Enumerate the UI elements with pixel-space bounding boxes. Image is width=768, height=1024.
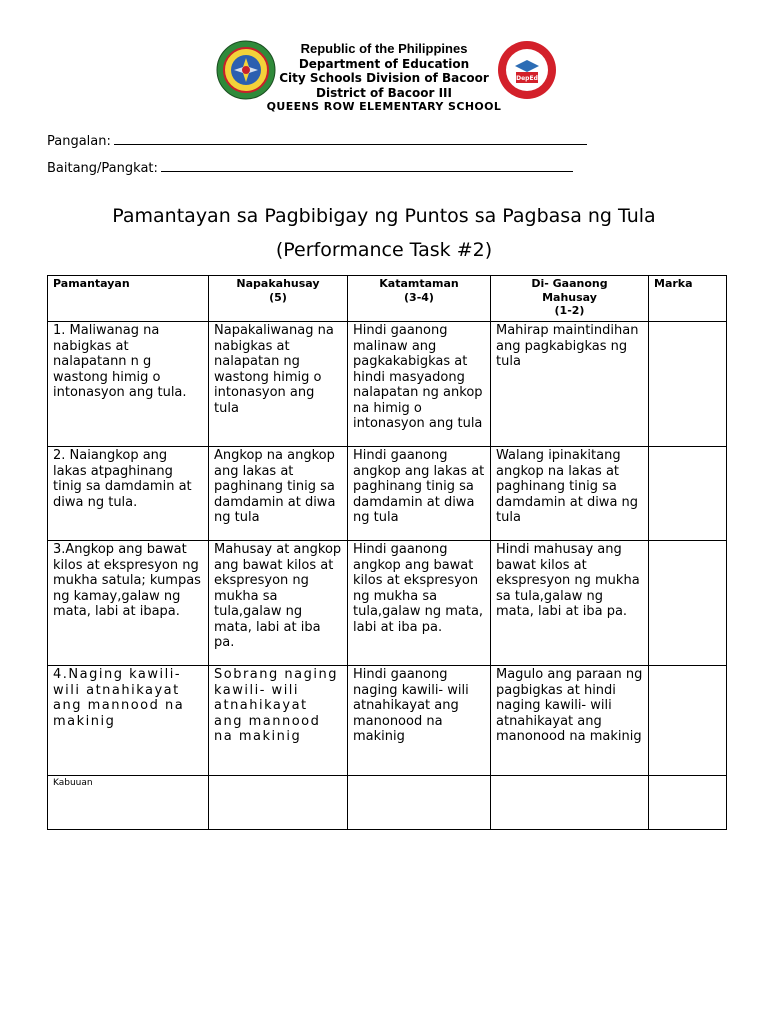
total-marka-cell[interactable]: [649, 776, 727, 830]
rubric-title: Pamantayan sa Pagbibigay ng Puntos sa Pagbasa ng Tula: [112, 205, 656, 227]
rubric-table: [47, 275, 727, 830]
header-text-block: [240, 42, 528, 115]
name-label: Pangalan:: [47, 134, 111, 149]
table-row: [48, 541, 727, 666]
header-pamantayan: Pamantayan: [48, 276, 209, 322]
table-row: [48, 666, 727, 776]
header-napakahusay: Napakahusay (5): [209, 276, 348, 322]
di-gaanong-mahusay-cell: Hindi mahusay ang bawat kilos at ekspresyon ng mukha sa tula,galaw ng mata, labi at iba pa.: [491, 541, 649, 666]
napakahusay-cell: Sobrang naging kawili- wili atnahikayat ang mannood na makinig: [209, 666, 348, 776]
school-heading: QUEENS ROW ELEMENTARY SCHOOL: [266, 100, 502, 113]
criteria-cell: 1. Maliwanag na nabigkas at nalapatann n g wastong himig o intonasyon ang tula.: [48, 322, 209, 447]
total-empty-cell: [348, 776, 491, 830]
header-di-gaanong-mahusay: Di- Gaanong Mahusay (1-2): [491, 276, 649, 322]
napakahusay-cell: Angkop na angkop ang lakas at paghinang tinig sa damdamin at diwa ng tula: [209, 447, 348, 541]
name-field: [47, 132, 587, 149]
grade-section-blank-line[interactable]: [161, 159, 573, 172]
di-gaanong-mahusay-cell: Walang ipinakitang angkop na lakas at paghinang tinig sa damdamin at diwa ng tula: [491, 447, 649, 541]
seal-deped-text: DepEd: [516, 75, 538, 82]
di-gaanong-mahusay-cell: Mahirap maintindihan ang pagkabigkas ng tula: [491, 322, 649, 447]
di-gaanong-mahusay-cell: Magulo ang paraan ng pagbigkas at hindi naging kawili- wili atnahikayat ang manonood na makinig: [491, 666, 649, 776]
katamtaman-cell: Hindi gaanong malinaw ang pagkakabigkas at hindi masyadong nalapatan ng ankop na himig o intonasyon ang tula: [348, 322, 491, 447]
department-heading: Department of Education: [298, 56, 470, 71]
napakahusay-cell: Mahusay at angkop ang bawat kilos at ekspresyon ng mukha sa tula,galaw ng mata, labi at iba pa.: [209, 541, 348, 666]
marka-cell[interactable]: [649, 322, 727, 447]
criteria-cell: 4.Naging kawili- wili atnahikayat ang mannood na makinig: [48, 666, 209, 776]
grade-section-field: [47, 159, 573, 176]
napakahusay-cell: Napakaliwanag na nabigkas at nalapatan ng wastong himig o intonasyon ang tula: [209, 322, 348, 447]
district-heading: District of Bacoor III: [316, 85, 452, 100]
katamtaman-cell: Hindi gaanong angkop ang lakas at paghinang tinig sa damdamin at diwa ng tula: [348, 447, 491, 541]
table-row: [48, 447, 727, 541]
total-row: [48, 776, 727, 830]
header-marka: Marka: [649, 276, 727, 322]
rubric-subtitle: (Performance Task #2): [275, 239, 493, 261]
total-empty-cell: [209, 776, 348, 830]
total-empty-cell: [491, 776, 649, 830]
criteria-cell: 2. Naiangkop ang lakas atpaghinang tinig sa damdamin at diwa ng tula.: [48, 447, 209, 541]
katamtaman-cell: Hindi gaanong naging kawili- wili atnahikayat ang manonood na makinig: [348, 666, 491, 776]
katamtaman-cell: Hindi gaanong angkop ang bawat kilos at ekspresyon ng mukha sa tula,galaw ng mata, labi at iba pa.: [348, 541, 491, 666]
table-header-row: [48, 276, 727, 322]
document-header: [0, 0, 768, 125]
header-katamtaman: Katamtaman (3-4): [348, 276, 491, 322]
grade-section-label: Baitang/Pangkat:: [47, 161, 158, 176]
republic-heading: Republic of the Philippines: [300, 41, 468, 56]
division-heading: City Schools Division of Bacoor: [279, 71, 489, 85]
table-row: [48, 322, 727, 447]
criteria-cell: 3.Angkop ang bawat kilos at ekspresyon ng mukha satula; kumpas ng kamay,galaw ng mata, labi at ibapa.: [48, 541, 209, 666]
marka-cell[interactable]: [649, 666, 727, 776]
school-seal-icon: [497, 40, 557, 100]
marka-cell[interactable]: [649, 447, 727, 541]
marka-cell[interactable]: [649, 541, 727, 666]
total-label: Kabuuan: [48, 776, 209, 830]
name-blank-line[interactable]: [114, 132, 587, 145]
